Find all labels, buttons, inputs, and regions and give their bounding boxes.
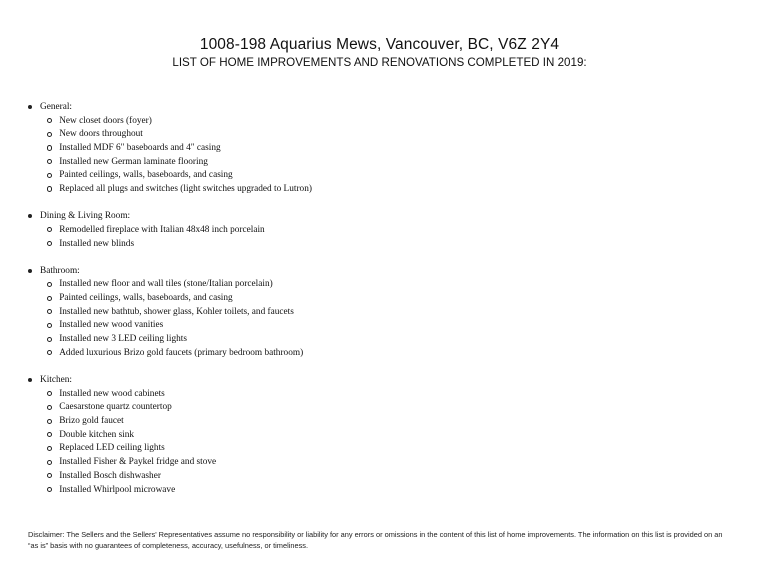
- list-item: Installed new 3 LED ceiling lights: [28, 332, 728, 346]
- list-item: Installed Bosch dishwasher: [28, 469, 728, 483]
- section-heading: General:: [40, 101, 73, 112]
- list-item: Replaced LED ceiling lights: [28, 442, 728, 456]
- list-item: Replaced all plugs and switches (light switches upgraded to Lutron): [28, 182, 728, 196]
- improvements-list: [28, 100, 728, 510]
- circle-bullet-icon: [47, 487, 52, 492]
- disclaimer-text: Disclaimer: The Sellers and the Sellers' Representatives assume no responsibility or liability for any errors or omissions in the content of this list of home improvements. The information on this list is provided on an “as is” basis with no guarantees of completeness, accuracy, usefulness, or timeliness.: [28, 530, 723, 550]
- list-item: Installed Whirlpool microwave: [28, 483, 728, 497]
- list-item: New closet doors (foyer): [28, 114, 728, 128]
- circle-bullet-icon: [47, 391, 52, 396]
- list-item: Installed new blinds: [28, 237, 728, 251]
- list-item: New doors throughout: [28, 127, 728, 141]
- circle-bullet-icon: [47, 350, 52, 355]
- list-item: Painted ceilings, walls, baseboards, and casing: [28, 291, 728, 305]
- page-title: 1008-198 Aquarius Mews, Vancouver, BC, V6Z 2Y4: [199, 36, 560, 53]
- list-item: Installed new German laminate flooring: [28, 155, 728, 169]
- bullet-icon: [28, 105, 32, 109]
- circle-bullet-icon: [47, 446, 52, 451]
- circle-bullet-icon: [47, 460, 52, 465]
- circle-bullet-icon: [47, 186, 52, 191]
- list-item: Installed new bathtub, shower glass, Kohler toilets, and faucets: [28, 305, 728, 319]
- circle-bullet-icon: [47, 419, 52, 424]
- section-heading: Kitchen:: [40, 375, 73, 386]
- list-item: Painted ceilings, walls, baseboards, and casing: [28, 168, 728, 182]
- list-item: Installed new floor and wall tiles (stone/Italian porcelain): [28, 278, 728, 292]
- circle-bullet-icon: [47, 227, 52, 232]
- circle-bullet-icon: [47, 432, 52, 437]
- circle-bullet-icon: [47, 337, 52, 342]
- circle-bullet-icon: [47, 309, 52, 314]
- circle-bullet-icon: [47, 173, 52, 178]
- list-item: Installed new wood vanities: [28, 319, 728, 333]
- section-general: [28, 100, 728, 196]
- list-item: Installed MDF 6" baseboards and 4" casing: [28, 141, 728, 155]
- page-subtitle: LIST OF HOME IMPROVEMENTS AND RENOVATIONS COMPLETED IN 2019:: [172, 56, 587, 69]
- list-item: Installed Fisher & Paykel fridge and stove: [28, 455, 728, 469]
- circle-bullet-icon: [47, 282, 52, 287]
- circle-bullet-icon: [47, 159, 52, 164]
- bullet-icon: [28, 269, 32, 273]
- circle-bullet-icon: [47, 296, 52, 301]
- circle-bullet-icon: [47, 118, 52, 123]
- circle-bullet-icon: [47, 473, 52, 478]
- list-item: Brizo gold faucet: [28, 414, 728, 428]
- section-heading: Bathroom:: [40, 265, 80, 276]
- list-item: Installed new wood cabinets: [28, 387, 728, 401]
- circle-bullet-icon: [47, 132, 52, 137]
- section-dining-living: [28, 209, 728, 250]
- circle-bullet-icon: [47, 323, 52, 328]
- bullet-icon: [28, 214, 32, 218]
- bullet-icon: [28, 378, 32, 382]
- section-bathroom: [28, 264, 728, 360]
- list-item: Double kitchen sink: [28, 428, 728, 442]
- circle-bullet-icon: [47, 405, 52, 410]
- list-item: Remodelled fireplace with Italian 48x48 inch porcelain: [28, 223, 728, 237]
- list-item: Added luxurious Brizo gold faucets (primary bedroom bathroom): [28, 346, 728, 360]
- list-item: Caesarstone quartz countertop: [28, 401, 728, 415]
- section-kitchen: [28, 373, 728, 496]
- circle-bullet-icon: [47, 241, 52, 246]
- section-heading: Dining & Living Room:: [40, 211, 131, 222]
- circle-bullet-icon: [47, 145, 52, 150]
